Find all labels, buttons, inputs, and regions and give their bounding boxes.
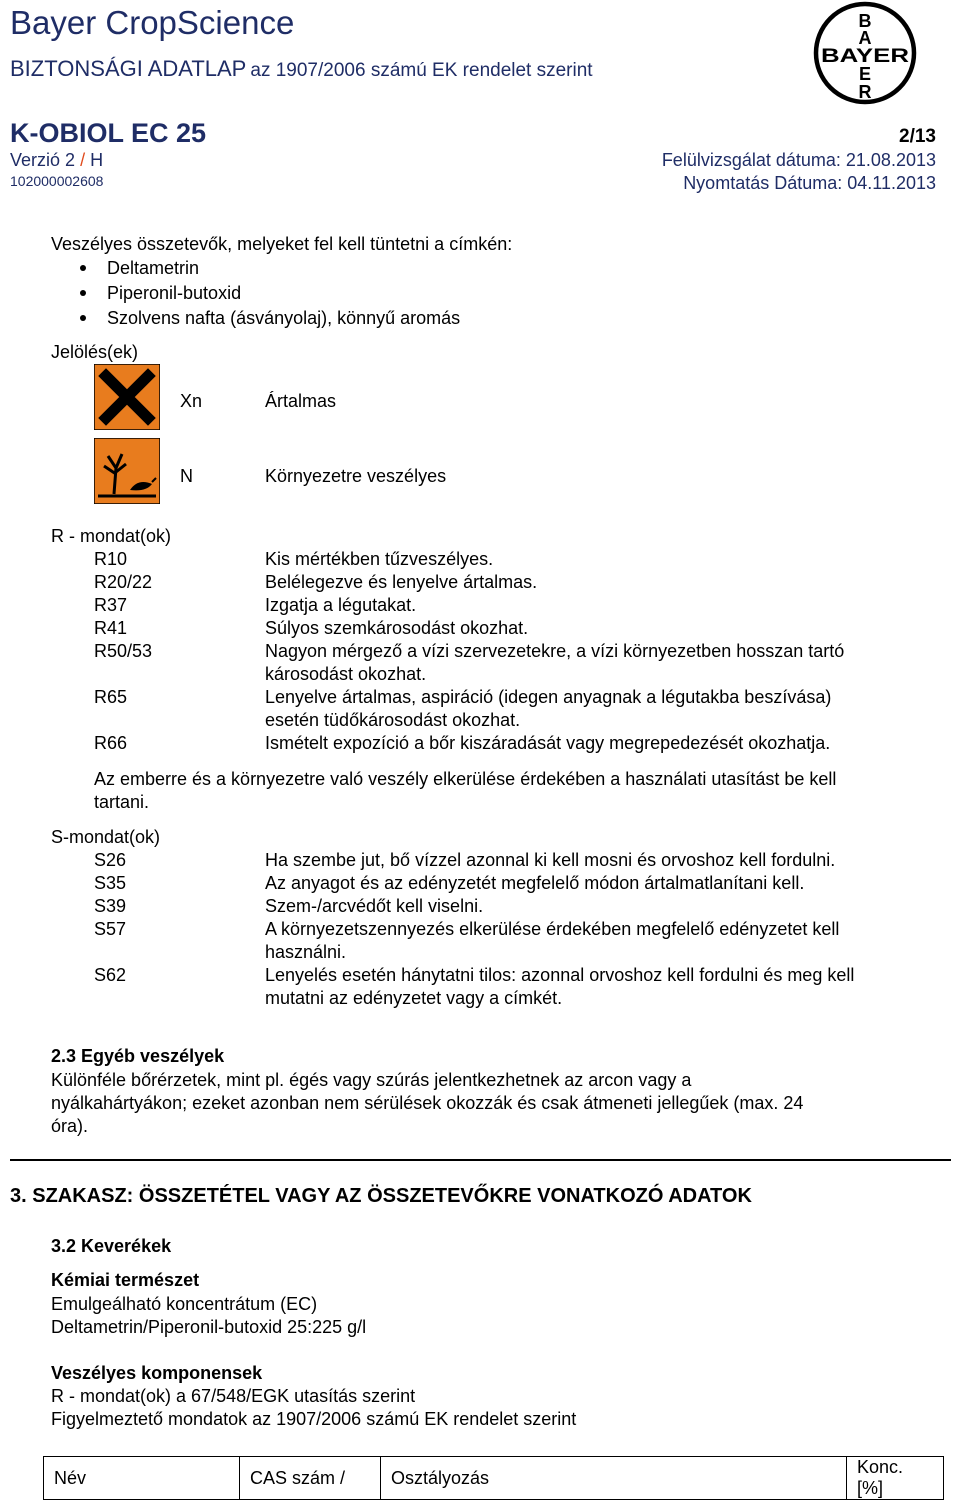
regulation-text: az 1907/2006 számú EK rendelet szerint [250, 60, 593, 81]
s-phrase-text: mutatni az edényzetet vagy a címkét. [265, 988, 563, 1008]
other-hazards-text: óra). [51, 1116, 89, 1136]
revision-date: Felülvizsgálat dátuma: 21.08.2013 [661, 150, 936, 170]
chemical-nature-text: Emulgeálható koncentrátum (EC) [51, 1294, 318, 1314]
symbol-meaning: Környezetre veszélyes [265, 466, 447, 486]
r-phrase-text: Lenyelve ártalmas, aspiráció (idegen anyagnak a légutakba beszívása) [265, 687, 832, 707]
logo-letter-b: B [858, 11, 872, 31]
r-phrase-code: R65 [94, 687, 128, 707]
s-phrase-text: A környezetszennyezés elkerülése érdekében megfelelő edényzetet kell [265, 919, 840, 939]
s-phrase-text: használni. [265, 942, 347, 962]
document-title [10, 56, 593, 82]
s-phrases-title: S-mondat(ok) [51, 827, 161, 847]
ingredients-intro: Veszélyes összetevők, melyeket fel kell tüntetni a címkén: [51, 234, 513, 254]
logo-word: BAYER [821, 46, 910, 67]
r-phrase-code: R50/53 [94, 641, 153, 661]
table-header-cas: CAS szám / [240, 1457, 381, 1500]
other-hazards-title: 2.3 Egyéb veszélyek [51, 1046, 225, 1066]
ingredient-item: Deltametrin [107, 258, 200, 278]
table-header-concentration: Konc. [%] [847, 1457, 944, 1500]
s-phrase-text: Az anyagot és az edényzetét megfelelő módon ártalmatlanítani kell. [265, 873, 805, 893]
s-phrase-code: S39 [94, 896, 127, 916]
section3-title: 3. SZAKASZ: ÖSSZETÉTEL VAGY AZ ÖSSZETEVŐKRE VONATKOZÓ ADATOK [10, 1185, 752, 1207]
s-phrase-code: S35 [94, 873, 127, 893]
r-phrase-text: Nagyon mérgező a vízi szervezetekre, a vízi környezetben hosszan tartó [265, 641, 845, 661]
s-phrase-text: Szem-/arcvédőt kell viselni. [265, 896, 484, 916]
version-language: H [90, 150, 104, 170]
r-phrases-title: R - mondat(ok) [51, 526, 172, 546]
other-hazards-text: nyálkahártyákon; ezeket azonban nem sérülések okozzák és csak átmeneti jellegűek (max. 24 [51, 1093, 804, 1113]
harmful-x-icon [94, 364, 160, 430]
company-name: Bayer CropScience [10, 4, 295, 41]
r-phrase-text: esetén tüdőkárosodást okozhat. [265, 710, 521, 730]
version-info [10, 150, 103, 171]
components-title: Veszélyes komponensek [51, 1363, 263, 1383]
section-divider [10, 1159, 951, 1161]
r-phrase-text: Súlyos szemkárosodást okozhat. [265, 618, 529, 638]
version-separator: / [80, 150, 86, 170]
s-phrase-text: Ha szembe jut, bő vízzel azonnal ki kell mosni és orvoshoz kell fordulni. [265, 850, 836, 870]
ingredient-item: Szolvens nafta (ásványolaj), könnyű aromás [107, 308, 461, 328]
r-phrase-text: Izgatja a légutakat. [265, 595, 417, 615]
symbol-meaning: Ártalmas [265, 391, 337, 411]
s-phrase-code: S57 [94, 919, 127, 939]
s-phrase-code: S62 [94, 965, 127, 985]
r-phrase-code: R10 [94, 549, 128, 569]
r-phrase-code: R41 [94, 618, 128, 638]
product-name: K-OBIOL EC 25 [10, 118, 207, 148]
symbol-code: Xn [180, 391, 203, 411]
r-phrase-text: károsodást okozhat. [265, 664, 427, 684]
r-phrase-code: R37 [94, 595, 128, 615]
logo-letter-a: A [858, 28, 872, 48]
r-phrases-note: Az emberre és a környezetre való veszély elkerülése érdekében a használati utasítást be kell [94, 769, 837, 789]
mixtures-title: 3.2 Keverékek [51, 1236, 172, 1256]
components-table [43, 1456, 944, 1500]
ingredient-item: Piperonil-butoxid [107, 283, 242, 303]
page-number: 2/13 [899, 126, 936, 147]
logo-letter-r: R [858, 82, 872, 102]
bullet-icon [80, 315, 86, 321]
components-text: Figyelmeztető mondatok az 1907/2006 számú EK rendelet szerint [51, 1409, 577, 1429]
r-phrases-note: tartani. [94, 792, 150, 812]
print-date: Nyomtatás Dátuma: 04.11.2013 [683, 173, 936, 193]
r-phrase-text: Belélegezve és lenyelve ártalmas. [265, 572, 538, 592]
components-text: R - mondat(ok) a 67/548/EGK utasítás szerint [51, 1386, 416, 1406]
chemical-nature-title: Kémiai természet [51, 1270, 200, 1290]
bullet-icon [80, 290, 86, 296]
labelling-title: Jelölés(ek) [51, 342, 139, 362]
table-header-name: Név [44, 1457, 240, 1500]
table-header-row [44, 1457, 944, 1500]
r-phrase-code: R66 [94, 733, 128, 753]
r-phrase-text: Ismételt expozíció a bőr kiszáradását vagy megrepedezését okozhatja. [265, 733, 831, 753]
bayer-logo [812, 0, 918, 106]
table-header-classification: Osztályozás [381, 1457, 847, 1500]
s-phrase-text: Lenyelés esetén hánytatni tilos: azonnal orvoshoz kell fordulni és meg kell [265, 965, 855, 985]
r-phrase-code: R20/22 [94, 572, 153, 592]
other-hazards-text: Különféle bőrérzetek, mint pl. égés vagy szúrás jelentkezhetnek az arcon vagy a [51, 1070, 692, 1090]
sds-title: BIZTONSÁGI ADATLAP [10, 56, 247, 81]
version-number: Verzió 2 [10, 150, 76, 170]
bullet-icon [80, 265, 86, 271]
document-code: 102000002608 [10, 173, 104, 189]
chemical-nature-text: Deltametrin/Piperonil-butoxid 25:225 g/l [51, 1317, 367, 1337]
s-phrase-code: S26 [94, 850, 127, 870]
logo-letter-e: E [858, 64, 872, 84]
symbol-code: N [180, 466, 193, 486]
environment-hazard-icon [94, 438, 160, 504]
r-phrase-text: Kis mértékben tűzveszélyes. [265, 549, 494, 569]
